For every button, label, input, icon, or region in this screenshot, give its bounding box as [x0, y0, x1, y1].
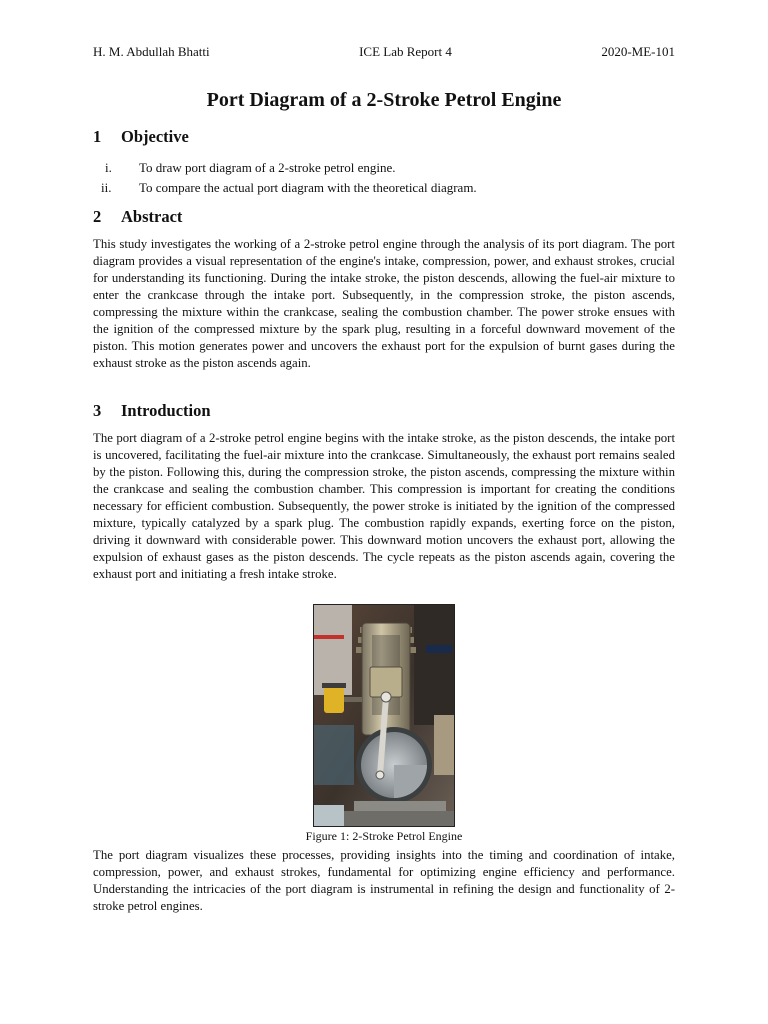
introduction-paragraph-continued: The port diagram visualizes these processes, providing insights into the timing and coordination of intake, compression, power, and exhaust strokes, fundamental for optimizing engine efficiency and performance. Understanding the intricacies of the port diagram is instrumental in refining the design and functionality of 2-stroke petrol engines. — [93, 848, 675, 913]
list-marker: i. — [105, 160, 112, 175]
section-heading-abstract — [93, 207, 182, 227]
running-header — [93, 44, 675, 60]
section-number: 3 — [93, 401, 102, 420]
abstract-paragraph: This study investigates the working of a 2-stroke petrol engine through the analysis of its port diagram. The port diagram provides a visual representation of the engine's intake, compression, power, and exhaust strokes, crucial for understanding its functioning. During the intake stroke, the piston descends, allowing the fuel-air mixture to enter the crankcase through the intake port. Subsequently, in the compression stroke, the piston ascends, compressing the mixture within the crankcase, sealing the combustion chamber. The power stroke ensues with the ignition of the compressed mixture by the spark plug, resulting in a forceful downward movement of the piston. This motion generates power and uncovers the exhaust port for the expulsion of burnt gases during the exhaust stroke as the piston ascends again. — [93, 237, 675, 370]
list-item — [93, 178, 675, 198]
section-title: Objective — [121, 127, 189, 146]
section-number: 1 — [93, 127, 102, 146]
engine-photo-illustration — [314, 605, 454, 826]
list-item — [93, 158, 675, 178]
objective-list — [93, 158, 675, 198]
section-heading-introduction — [93, 401, 211, 421]
header-report: ICE Lab Report 4 — [359, 44, 452, 59]
figure-caption: Figure 1: 2-Stroke Petrol Engine — [305, 829, 463, 843]
section-number: 2 — [93, 207, 102, 226]
section-heading-objective — [93, 127, 189, 147]
header-author: H. M. Abdullah Bhatti — [93, 44, 210, 59]
introduction-paragraph: The port diagram of a 2-stroke petrol engine begins with the intake stroke, as the piston descends, the intake port is uncovered, facilitating the fuel-air mixture into the crankcase. Simultaneously, the exhaust port remains sealed by the piston. Following this, during the compression stroke, the piston ascends, compressing the mixture within the crankcase and sealing the combustion chamber. This compression is important for creating the conditions necessary for efficient combustion. Subsequently, the power stroke is initiated by the ignition of the compressed mixture, typically catalyzed by a spark plug. The combustion rapidly expands, exerting force on the piston, driving it downward with considerable power. This downward motion uncovers the exhaust port, allowing the expulsion of exhaust gases as the piston descends. The cycle repeats as the piston ascends again, covering the exhaust port and initiating a fresh intake stroke. — [93, 431, 675, 581]
document-title: Port Diagram of a 2-Stroke Petrol Engine — [206, 89, 562, 111]
list-item-text: To draw port diagram of a 2-stroke petrol engine. — [139, 160, 396, 175]
list-marker: ii. — [101, 180, 112, 195]
engine-photo — [313, 604, 455, 827]
section-title: Introduction — [121, 401, 211, 420]
section-title: Abstract — [121, 207, 183, 226]
list-item-text: To compare the actual port diagram with the theoretical diagram. — [139, 180, 477, 195]
header-roll-number: 2020-ME-101 — [601, 44, 675, 59]
